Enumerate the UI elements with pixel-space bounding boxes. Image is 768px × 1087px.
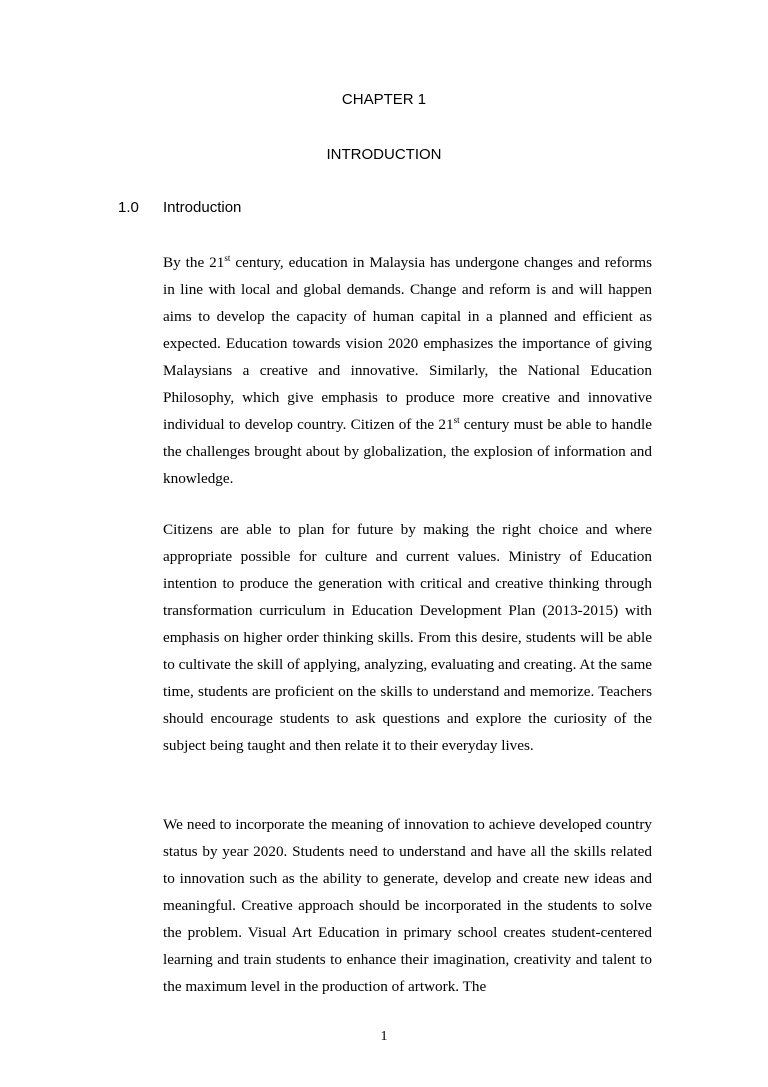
paragraph-2: Citizens are able to plan for future by making the right choice and where appropriate possible for culture and current values. Ministry of Education intention to produce the generation with critical and creative thinking through transformation curriculum in Education Development Plan (2013-2015) with emphasis on higher order thinking skills. From this desire, students will be able to cultivate the skill of applying, analyzing, evaluating and creating. At the same time, students are proficient on the skills to understand and memorize. Teachers should encourage students to ask questions and explore the curiosity of the subject being taught and then relate it to their everyday lives. [163,521,652,754]
ordinal-suffix: st [224,253,231,263]
paragraph-1 [163,249,652,492]
section-heading [118,199,241,216]
chapter-title: INTRODUCTION [326,146,442,163]
section-number: 1.0 [118,199,139,216]
chapter-label: CHAPTER 1 [341,91,427,108]
section-title: Introduction [163,199,242,216]
paragraph-3: We need to incorporate the meaning of innovation to achieve developed country status by year 2020. Students need to understand and have all the skills related to innovation such as the ability to generate, develop and create new ideas and meaningful. Creative approach should be incorporated in the students to solve the problem. Visual Art Education in primary school creates student-centered learning and train students to enhance their imagination, creativity and talent to the maximum level in the production of artwork. The [163,816,652,995]
paragraph-1-part-b: century, education in Malaysia has undergone changes and reforms in line with local and global demands. Change and reform is and will happen aims to develop the capacity of human capital in a planned and efficient as expected. Education towards vision 2020 emphasizes the importance of giving Malaysians a creative and innovative. Similarly, the National Education Philosophy, which give emphasis to produce more creative and innovative individual to develop country. Citizen of the 21 [163,254,652,433]
paragraph-1-part-a: By the 21 [163,254,225,271]
ordinal-suffix: st [453,415,460,425]
paragraph-1-part-c: century must be able to handle the challenges brought about by globalization, the explosion of information and knowledge. [163,416,652,487]
page-number: 1 [380,1029,388,1044]
